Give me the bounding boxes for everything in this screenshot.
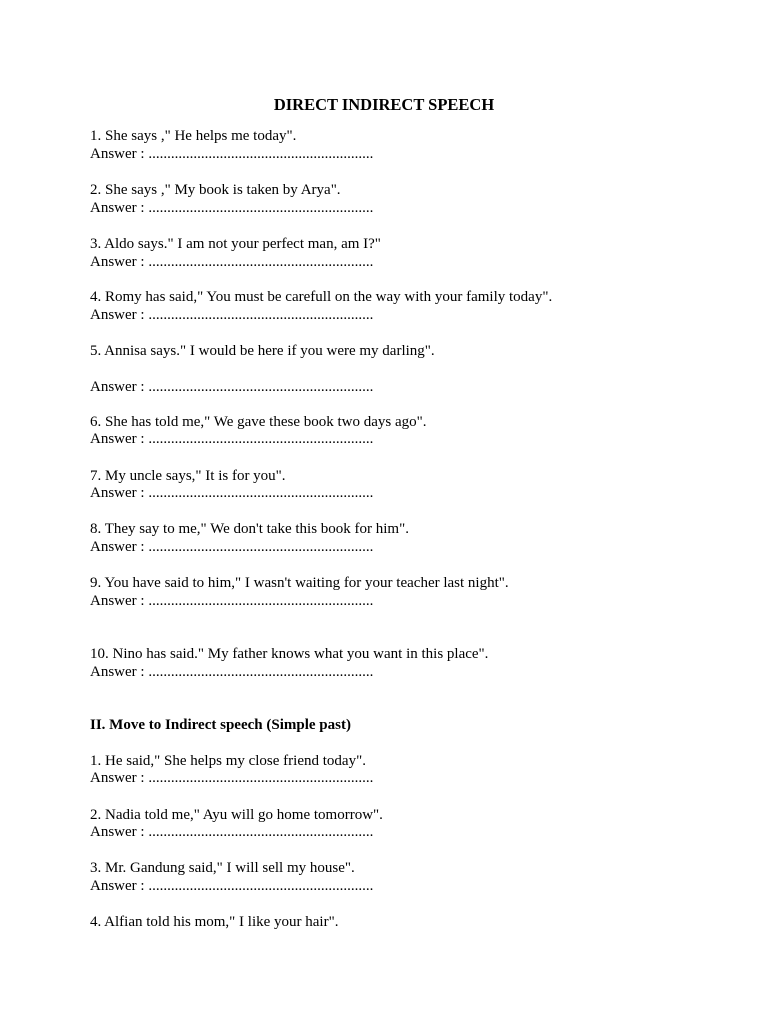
answer-line-6: Answer : ............................................................ [90, 431, 374, 447]
question-9: 9. You have said to him," I wasn't waiting for your teacher last night". [90, 575, 509, 591]
answer-line-5: Answer : ............................................................ [90, 379, 374, 395]
answer-line-2: Answer : ............................................................ [90, 200, 374, 216]
question-8: 8. They say to me," We don't take this book for him". [90, 521, 409, 537]
question-6: 6. She has told me," We gave these book two days ago". [90, 414, 427, 430]
question-3: 3. Aldo says." I am not your perfect man, am I?" [90, 236, 381, 252]
page-title: DIRECT INDIRECT SPEECH [273, 95, 495, 114]
question-7: 7. My uncle says," It is for you". [90, 468, 286, 484]
question-2: 2. She says ," My book is taken by Arya". [90, 182, 341, 198]
question-2: 2. Nadia told me," Ayu will go home tomorrow". [90, 807, 383, 823]
answer-line-7: Answer : ............................................................ [90, 485, 374, 501]
answer-line-10: Answer : ............................................................ [90, 664, 374, 680]
question-4: 4. Alfian told his mom," I like your hair". [90, 914, 339, 930]
question-1: 1. He said," She helps my close friend today". [90, 753, 366, 769]
answer-line-2: Answer : ............................................................ [90, 824, 374, 840]
question-10: 10. Nino has said." My father knows what you want in this place". [90, 646, 489, 662]
question-1: 1. She says ," He helps me today". [90, 128, 297, 144]
answer-line-4: Answer : ............................................................ [90, 307, 374, 323]
answer-line-1: Answer : ............................................................ [90, 146, 374, 162]
question-3: 3. Mr. Gandung said," I will sell my house". [90, 860, 355, 876]
answer-line-3: Answer : ............................................................ [90, 878, 374, 894]
question-5: 5. Annisa says." I would be here if you were my darling". [90, 343, 435, 359]
answer-line-8: Answer : ............................................................ [90, 539, 374, 555]
answer-line-3: Answer : ............................................................ [90, 254, 374, 270]
answer-line-9: Answer : ............................................................ [90, 593, 374, 609]
question-4: 4. Romy has said," You must be carefull on the way with your family today". [90, 289, 553, 305]
answer-line-1: Answer : ............................................................ [90, 770, 374, 786]
section-heading: II. Move to Indirect speech (Simple past) [90, 717, 351, 733]
